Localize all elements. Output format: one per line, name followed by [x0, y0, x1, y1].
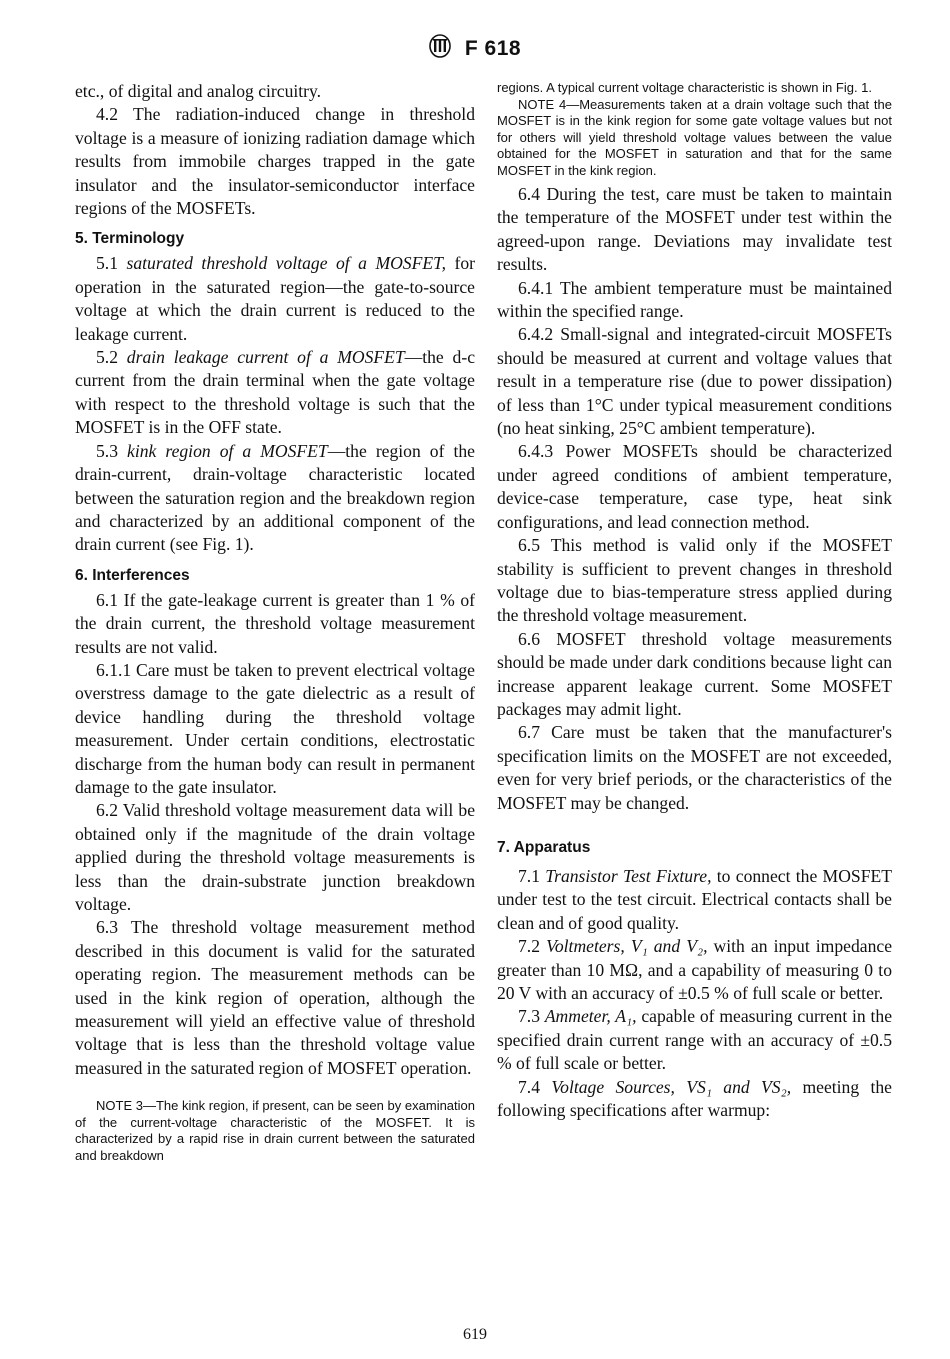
section-heading-apparatus: 7. Apparatus	[497, 838, 591, 856]
right-column	[497, 80, 892, 1122]
left-column	[75, 80, 475, 1164]
page-number: 619	[463, 1326, 487, 1343]
paragraph-6-4: 6.4 During the test, care must be taken to maintain the temperature of the MOSFET under test within the agreed-upon range. Deviations may invalidate test results.	[497, 184, 892, 275]
page-header	[0, 34, 950, 63]
paragraph-6-7: 6.7 Care must be taken that the manufacturer's specification limits on the MOSFET are not exceeded, even for very brief periods, or the characteristics of the MOSFET may be changed.	[497, 722, 892, 813]
note-3-continuation: regions. A typical current voltage characteristic is shown in Fig. 1.	[497, 80, 873, 95]
paragraph-6-4-2: 6.4.2 Small-signal and integrated-circuit MOSFETs should be measured at current and voltage values that result in a temperature rise (due to power dissipation) of less than 1°C under typical measurement conditions (no heat sinking, 25°C ambient temperature).	[497, 324, 892, 439]
section-heading-terminology: 5. Terminology	[75, 230, 185, 248]
paragraph-6-1-1: 6.1.1 Care must be taken to prevent electrical voltage overstress damage to the gate dielectric as a result of device handling during the threshold voltage measurement. Under certain conditions, electrostatic discharge from the human body can result in permanent damage to the gate insulator.	[75, 659, 475, 797]
paragraph-4-2: 4.2 The radiation-induced change in threshold voltage is a measure of ionizing radiation damage which results from immobile charges trapped in the gate insulator and the insulator-semiconductor interface regions of the MOSFETs.	[75, 104, 475, 219]
paragraph-7-3: 7.3 Ammeter, A₁, capable of measuring current in the specified drain current range with an accuracy of ±0.5 % of full scale or better.	[497, 1006, 893, 1074]
paragraph-continuation: etc., of digital and analog circuitry.	[75, 81, 322, 101]
paragraph-7-2: 7.2 Voltmeters, V₁ and V₂, with an input impedance greater than 10 MΩ, and a capability of measuring 0 to 20 V with an accuracy of ±0.5 % of full scale or better.	[497, 936, 892, 1003]
paragraph-6-5: 6.5 This method is valid only if the MOSFET stability is sufficient to prevent changes in threshold voltage due to bias-temperature stress applied during the threshold voltage measurement.	[497, 535, 892, 626]
paragraph-6-2: 6.2 Valid threshold voltage measurement data will be obtained only if the magnitude of the drain voltage applied during the threshold voltage measurements is less than the drain-substrate junction breakdown voltage.	[75, 800, 475, 914]
note-4: NOTE 4—Measurements taken at a drain voltage such that the MOSFET is in the kink region for some gate voltage values but not for others will yield threshold voltage values between the value obtained for the MOSFET in saturation and that for the same MOSFET in the kink region.	[497, 96, 892, 178]
paragraph-6-4-3: 6.4.3 Power MOSFETs should be characterized under agreed conditions of ambient temperature, device-case temperature, case type, heat sink configurations, and lead connection method.	[497, 441, 892, 532]
paragraph-6-3: 6.3 The threshold voltage measurement method described in this document is valid for the saturated operating region. The measurement methods can be used in the kink region of operation, although the measurement will yield an effective value of threshold voltage that is less than the threshold voltage value measured in the saturated region of MOSFET operation.	[75, 917, 475, 1078]
section-heading-interferences: 6. Interferences	[75, 566, 190, 584]
paragraph-7-4: 7.4 Voltage Sources, VS₁ and VS₂, meeting the following specifications after warmup:	[497, 1076, 892, 1121]
paragraph-5-2: 5.2 drain leakage current of a MOSFET—the d-c current from the drain terminal when the gate voltage with respect to the threshold voltage is such that the MOSFET is in the OFF state.	[75, 347, 475, 438]
paragraph-6-4-1: 6.4.1 The ambient temperature must be maintained within the specified range.	[497, 277, 892, 322]
paragraph-5-3: 5.3 kink region of a MOSFET—the region of the drain-current, drain-voltage characteristic located between the saturation region and the breakdown region and characterized by an additional component of the drain current (see Fig. 1).	[75, 440, 475, 555]
astm-logo-icon	[429, 34, 451, 63]
paragraph-7-1: 7.1 Transistor Test Fixture, to connect the MOSFET under test to the test circuit. Electrical contacts shall be clean and of good quality.	[497, 865, 892, 933]
paragraph-5-1: 5.1 saturated threshold voltage of a MOSFET, for operation in the saturated region—the gate-to-source voltage at which the drain current is reduced to the leakage current.	[75, 253, 475, 344]
paragraph-6-1: 6.1 If the gate-leakage current is greater than 1 % of the drain current, the threshold voltage measurement results are not valid.	[75, 589, 475, 657]
standard-designation: F 618	[464, 36, 522, 60]
note-3: NOTE 3—The kink region, if present, can be seen by examination of the current-voltage characteristic of the MOSFET. It is characterized by a rapid rise in drain current between the saturated and breakdown	[75, 1098, 475, 1163]
paragraph-6-6: 6.6 MOSFET threshold voltage measurements should be made under dark conditions because light can increase apparent leakage current. Some MOSFET packages may admit light.	[497, 628, 892, 719]
